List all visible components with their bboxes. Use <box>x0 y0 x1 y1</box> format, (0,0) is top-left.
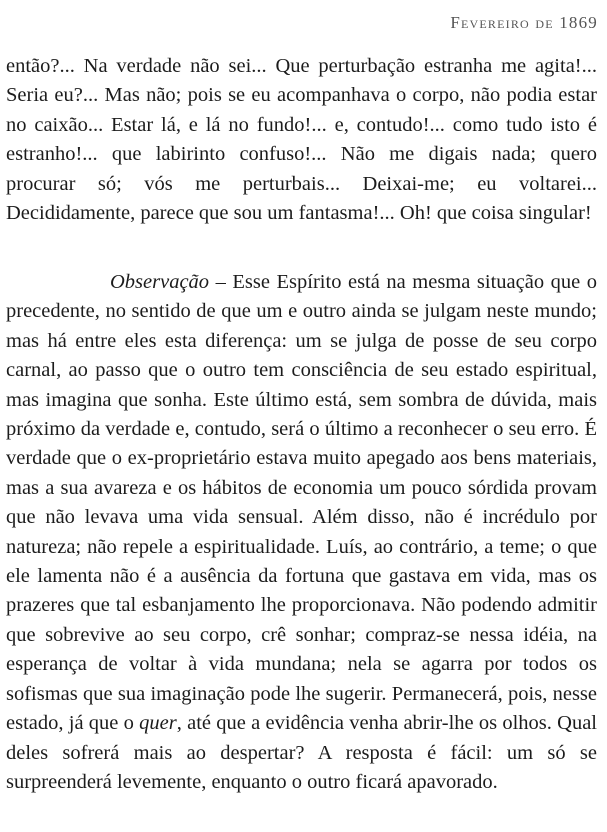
paragraph-spirit-speech: então?... Na verdade não sei... Que perturbação estranha me agita!... Seria eu?... Mas não; pois se eu acompanhava o corpo, não podia estar no caixão... Estar lá, e lá no fundo!... e, contudo!... como tudo isto é estranho!... que labirinto confuso!... Não me digais nada; quero procurar só; vós me perturbais... Deixai-me; eu voltarei... Decididamente, parece que sou um fantasma!... Oh! que coisa singular! <box>6 55 597 225</box>
observation-text-part-1: Esse Espírito está na mesma situação que o precedente, no sentido de que um e outro ainda se julgam neste mundo; mas há entre eles esta diferença: um se julga de posse de seu corpo carnal, ao passo que o outro tem consciência de seu estado espiritual, mas imagina que sonha. Este último está, sem sombra de dúvida, mais próximo da verdade e, contudo, será o último a reconhecer o seu erro. É verdade que o ex-proprietário estava muito apegado aos bens materiais, mas a sua avareza e os hábitos de economia um pouco sórdida provam que não levava uma vida sensual. Além disso, não é incrédulo por natureza; não repele a espiritualidade. Luís, ao contrário, a teme; o que ele lamenta não é a ausência da fortuna que gastava em vida, mas os prazeres que tal esbanjamento lhe proporcionava. Não podendo admitir que sobrevive ao seu corpo, crê sonhar; compraz-se nessa idéia, na esperança de voltar à vida mundana; nela se agarra por todos os sofismas que sua imaginação pode lhe sugerir. Permanecerá, pois, nesse estado, já que o <box>6 271 598 735</box>
observation-label: Observação <box>110 271 210 293</box>
observation-text-part-2: , até que a evidência venha abrir-lhe os olhos. Qual deles sofrerá mais ao despertar? A resposta é fácil: um só se surpreenderá levemente, enquanto o outro ficará apavorado. <box>6 712 598 793</box>
paragraph-observation <box>6 268 597 797</box>
running-header: Fevereiro de 1869 <box>450 13 598 32</box>
observation-dash: – <box>209 271 233 293</box>
observation-italic-word: quer <box>139 712 177 735</box>
